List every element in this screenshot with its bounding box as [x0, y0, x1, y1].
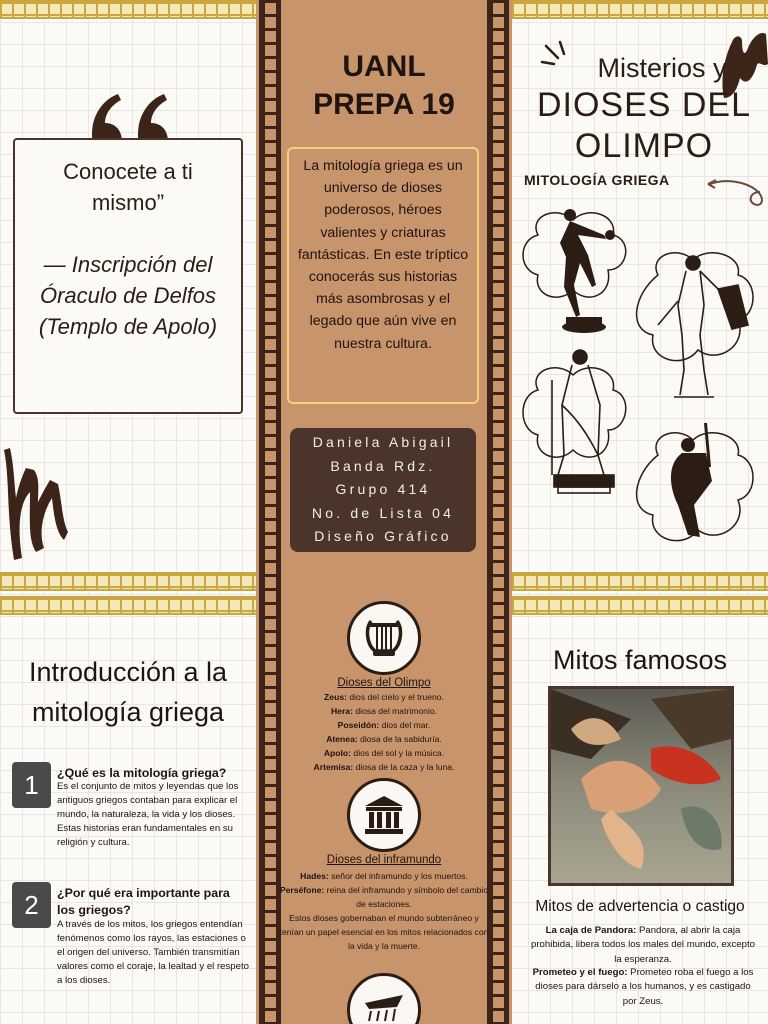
author-line: Banda Rdz. — [330, 457, 436, 474]
greek-statues-illustration — [518, 205, 768, 555]
quote-text: Conocete a ti mismo” — [63, 159, 193, 215]
fall-of-icarus-painting — [548, 686, 734, 886]
number-badge-2: 2 — [12, 882, 51, 928]
brochure-title — [520, 52, 768, 166]
greek-key-divider — [0, 572, 256, 591]
number-badge-1: 1 — [12, 762, 51, 808]
center-title — [286, 48, 482, 124]
greek-key-divider — [0, 596, 256, 615]
greek-key-divider — [512, 596, 768, 615]
question-body-2: A través de los mitos, los griegos entendían fenómenos como los rayos, las estaciones o el origen del universo. También transmitían valores como el coraje, la lealtad y el respeto a los dioses. — [57, 919, 249, 987]
god-item: Artemisa: diosa de la caza y la luna. — [313, 762, 455, 773]
author-line: No. de Lista 04 — [311, 504, 455, 521]
section-heading-olympus: Dioses del Olimpo — [337, 677, 431, 689]
subtitle: MITOLOGÍA GRIEGA — [524, 172, 670, 188]
question-heading-1: ¿Qué es la mitología griega? — [57, 766, 227, 780]
title-line-1: Misterios y — [597, 53, 727, 83]
god-item: Perséfone: reina del inframundo y símbolo del cambio de estaciones. — [279, 885, 489, 910]
god-item: Poseidón: dios del mar. — [337, 720, 431, 731]
title-line-3: OLIMPO — [574, 127, 714, 165]
greek-key-border-top — [512, 0, 768, 19]
greek-key-border-top — [0, 0, 256, 19]
intro-text-box: La mitología griega es un universo de dioses poderosos, héroes valientes y criaturas fantásticas. En este tríptico conocerás sus historias más asombrosas y el legado que aún vive en nuestra cultura. — [287, 147, 479, 404]
famous-myths-title: Mitos famosos — [552, 645, 728, 675]
temple-icon — [347, 778, 421, 852]
warning-myths-title: Mitos de advertencia o castigo — [535, 898, 745, 915]
title-prepa: PREPA 19 — [313, 88, 455, 121]
quote-attribution: — Inscripción del Óraculo de Delfos (Templo de Apolo) — [38, 252, 218, 339]
question-heading-2: ¿Por qué era importante para los griegos? — [57, 886, 230, 917]
myth-prometheus: Prometeo y el fuego: Prometeo roba el fuego a los dioses para dárselo a los humanos, y es castigado por Zeus. — [532, 967, 754, 1007]
author-line: Daniela Abigail — [312, 434, 454, 450]
underworld-note: Estos dioses gobernaban el mundo subterráneo y tenían un papel esencial en los mitos relacionados con la vida y la muerte. — [279, 913, 489, 952]
author-line: Diseño Gráfico — [314, 528, 452, 544]
author-line: Grupo 414 — [335, 481, 431, 497]
title-line-2: DIOSES DEL — [536, 86, 752, 124]
intro-title: Introducción a la mitología griega — [28, 657, 228, 727]
underworld-gods-list — [274, 869, 494, 954]
lyre-icon — [347, 601, 421, 675]
god-item: Apolo: dios del sol y la música. — [323, 748, 445, 759]
god-item: Hades: señor del inframundo y los muertos. — [300, 871, 468, 881]
olympus-gods-list — [274, 690, 494, 775]
myth-pandora: La caja de Pandora: Pandora, al abrir la caja prohibida, libera todos los males del mundo, excepto la esperanza. — [531, 925, 755, 965]
god-item: Atenea: diosa de la sabiduría. — [326, 734, 442, 745]
greek-key-divider — [512, 572, 768, 591]
god-item: Zeus: dios del cielo y el trueno. — [324, 692, 444, 702]
title-uanl: UANL — [342, 50, 426, 83]
quote-box — [13, 138, 243, 414]
author-box — [290, 428, 476, 552]
brush-scribble-icon — [0, 440, 70, 570]
god-item: Hera: diosa del matrimonio. — [330, 706, 438, 717]
question-body-1: Es el conjunto de mitos y leyendas que los antiguos griegos contaban para explicar el mundo, la naturaleza, la vida y los dioses. Estas historias eran fundamentales en su religión y cultura. — [57, 781, 239, 849]
section-heading-underworld: Dioses del inframundo — [326, 854, 442, 866]
